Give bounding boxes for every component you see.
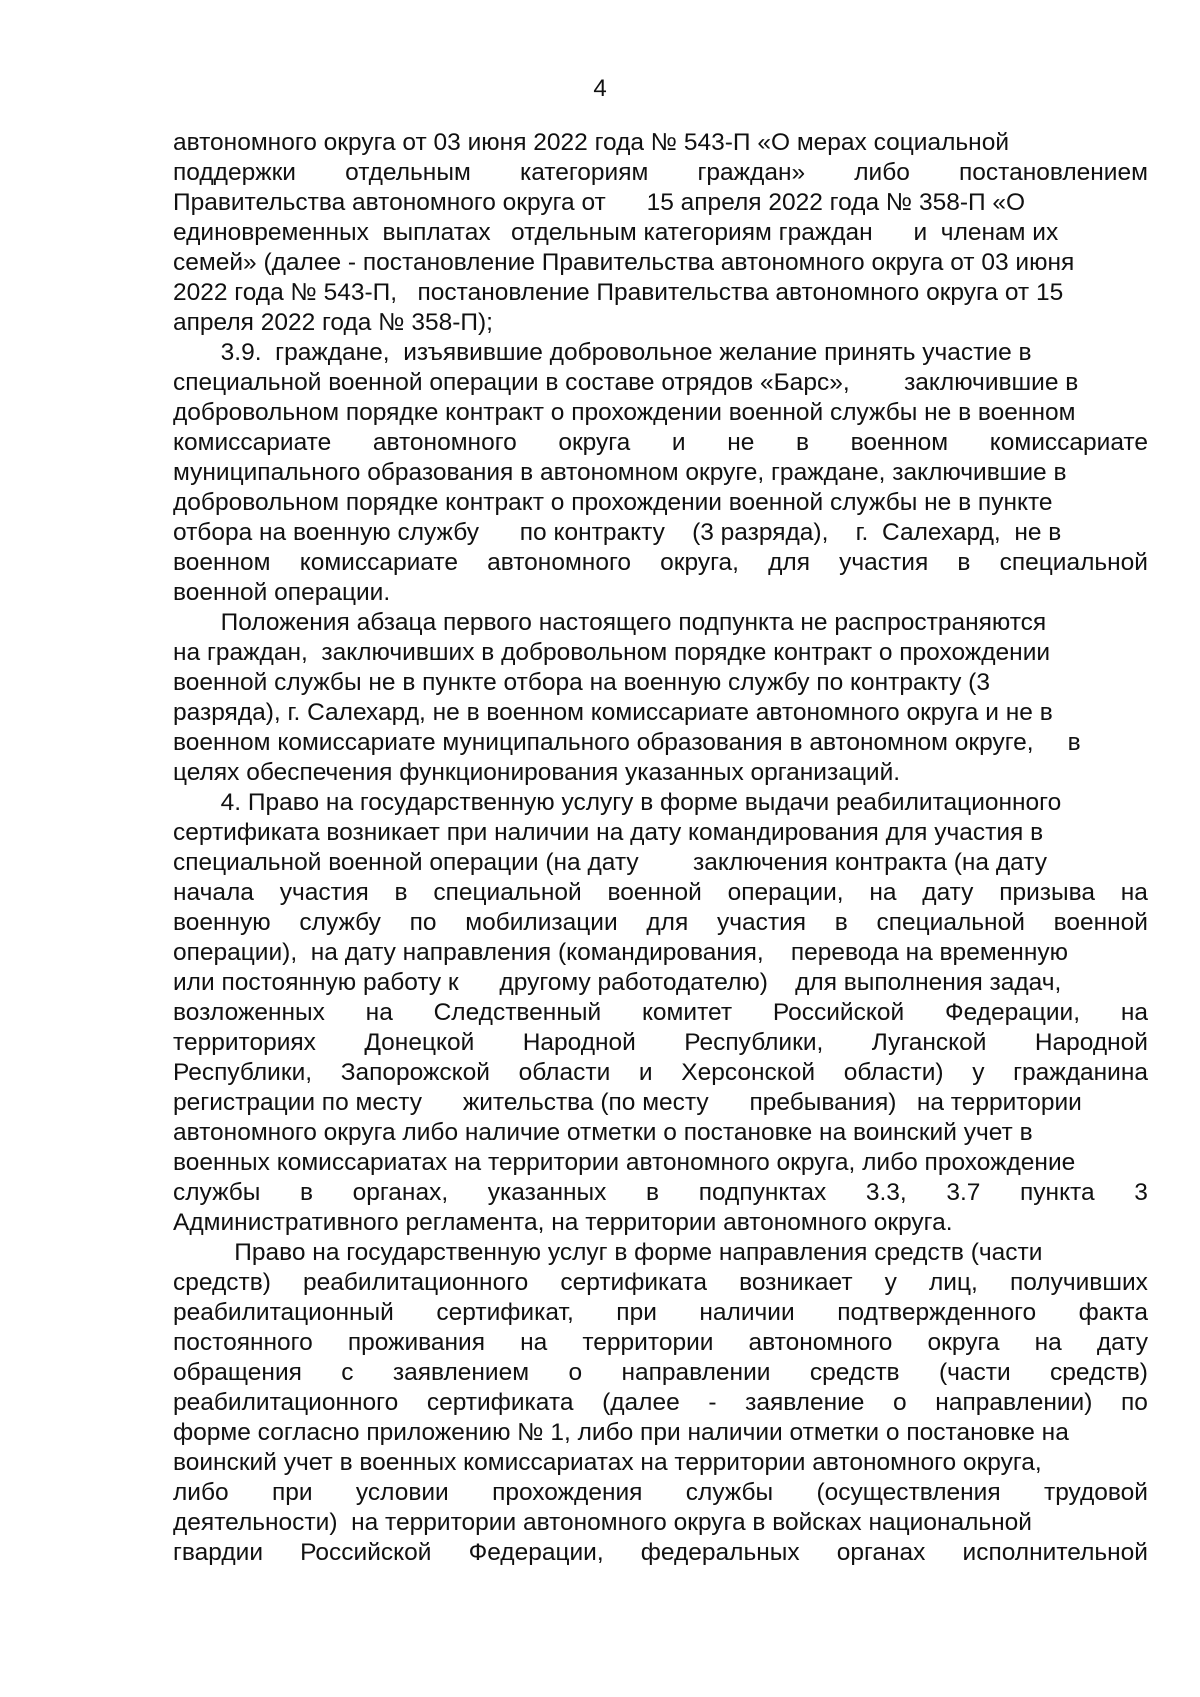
word: участия <box>716 909 807 936</box>
word: 3.3, <box>865 1179 907 1206</box>
word: возложенных <box>173 999 325 1026</box>
text-line <box>173 548 1148 578</box>
word: по <box>409 909 437 936</box>
word: исполнительной <box>962 1539 1148 1566</box>
word: военной <box>607 879 702 906</box>
word: военной <box>1053 909 1148 936</box>
word: операции, <box>727 879 844 906</box>
word: на <box>1120 999 1148 1026</box>
word: службы <box>173 1179 261 1206</box>
word: комиссариате <box>173 429 332 456</box>
text-line <box>173 1178 1148 1208</box>
word: 3.7 <box>946 1179 981 1206</box>
word: Луганской <box>871 1029 987 1056</box>
word: на <box>1120 879 1148 906</box>
word: федеральных <box>640 1539 800 1566</box>
word: комитет <box>641 999 733 1026</box>
word: органах <box>836 1539 926 1566</box>
word: пункта <box>1020 1179 1095 1206</box>
word: средств <box>809 1359 900 1386</box>
word: категориям <box>519 159 649 186</box>
word: о <box>893 1389 907 1416</box>
word: в <box>957 549 971 576</box>
word: Республики, <box>173 1059 313 1086</box>
word: сертификата <box>426 1389 574 1416</box>
word: указанных <box>487 1179 607 1206</box>
word: и <box>638 1059 653 1086</box>
word: Херсонской <box>681 1059 816 1086</box>
word: Республики, <box>684 1029 824 1056</box>
word: проживания <box>347 1329 485 1356</box>
word: (осуществления <box>816 1479 1001 1506</box>
word: участия <box>839 549 929 576</box>
word: военном <box>850 429 949 456</box>
word: для <box>768 549 810 576</box>
word: средств) <box>1050 1359 1148 1386</box>
word: в <box>646 1179 660 1206</box>
word: при <box>271 1479 313 1506</box>
word: специальной <box>433 879 582 906</box>
word: на <box>1034 1329 1062 1356</box>
text-line: Положения абзаца первого настоящего подпункта не распространяются <box>173 609 1047 636</box>
text-line: регистрации по месту жительства (по месту пребывания) на территории <box>173 1089 1082 1116</box>
word: реабилитационного <box>303 1269 529 1296</box>
text-line: отбора на военную службу по контракту (3 разряда), г. Салехард, не в <box>173 519 1062 546</box>
text-line: разряда), г. Салехард, не в военном комиссариате автономного округа и не в <box>173 699 1053 726</box>
word: на <box>365 999 393 1026</box>
text-line: апреля 2022 года № 358-П); <box>173 309 493 336</box>
text-line <box>173 1268 1148 1298</box>
word: мобилизации <box>465 909 618 936</box>
word: - <box>708 1389 717 1416</box>
text-line: автономного округа либо наличие отметки о постановке на воинский учет в <box>173 1119 1033 1146</box>
word: и <box>671 429 686 456</box>
word: Народной <box>522 1029 636 1056</box>
word: службы <box>685 1479 774 1506</box>
word: (части <box>938 1359 1011 1386</box>
word: заявление <box>745 1389 865 1416</box>
word: области <box>518 1059 611 1086</box>
text-line <box>173 158 1148 188</box>
word: факта <box>1078 1299 1148 1326</box>
word: Российской <box>772 999 905 1026</box>
text-line <box>173 908 1148 938</box>
word: военном <box>173 549 271 576</box>
text-line: военном комиссариате муниципального образования в автономном округе, в <box>173 729 1081 756</box>
text-line <box>173 1388 1148 1418</box>
text-line <box>173 1058 1148 1088</box>
text-line: добровольном порядке контракт о прохождении военной службы не в пункте <box>173 489 1053 516</box>
word: дату <box>1096 1329 1148 1356</box>
word: по <box>1121 1389 1148 1416</box>
text-line: военной службы не в пункте отбора на военную службу по контракту (3 <box>173 669 990 696</box>
text-line: сертификата возникает при наличии на дату командирования для участия в <box>173 819 1044 846</box>
text-line: 2022 года № 543-П, постановление Правительства автономного округа от 15 <box>173 279 1064 306</box>
word: участия <box>279 879 369 906</box>
text-line: муниципального образования в автономном округе, граждане, заключившие в <box>173 459 1067 486</box>
word: реабилитационный <box>173 1299 394 1326</box>
word: либо <box>173 1479 229 1506</box>
word: автономного <box>748 1329 893 1356</box>
word: дату <box>922 879 974 906</box>
word: постоянного <box>173 1329 313 1356</box>
word: Донецкой <box>364 1029 475 1056</box>
word: гражданина <box>1013 1059 1148 1086</box>
word: возникает <box>739 1269 853 1296</box>
word: на <box>520 1329 548 1356</box>
text-line <box>173 1358 1148 1388</box>
word: сертификат, <box>436 1299 574 1326</box>
word: в <box>795 429 809 456</box>
word: Российской <box>300 1539 432 1566</box>
text-line <box>173 878 1148 908</box>
word: поддержки <box>173 159 296 186</box>
word: комиссариате <box>989 429 1148 456</box>
word: военную <box>173 909 271 936</box>
text-line: специальной военной операции в составе отрядов «Барс», заключившие в <box>173 369 1079 396</box>
word: направлении) <box>935 1389 1093 1416</box>
text-line <box>173 1298 1148 1328</box>
word: о <box>568 1359 583 1386</box>
word: округа <box>558 429 631 456</box>
word: органах, <box>352 1179 449 1206</box>
word: Следственный <box>433 999 602 1026</box>
word: специальной <box>999 549 1148 576</box>
word: комиссариате <box>299 549 458 576</box>
word: автономного <box>487 549 631 576</box>
word: сертификата <box>560 1269 707 1296</box>
text-line <box>173 1538 1148 1568</box>
text-line <box>173 428 1148 458</box>
word: с <box>341 1359 354 1386</box>
word: области) <box>843 1059 944 1086</box>
word: автономного <box>372 429 517 456</box>
word: не <box>727 429 755 456</box>
word: подпунктах <box>698 1179 827 1206</box>
word: трудовой <box>1043 1479 1148 1506</box>
word: постановлением <box>959 159 1148 186</box>
text-line <box>173 1028 1148 1058</box>
text-line: военных комиссариатах на территории автономного округа, либо прохождение <box>173 1149 1076 1176</box>
word: Федерации, <box>944 999 1081 1026</box>
word: получивших <box>1009 1269 1148 1296</box>
text-line: целях обеспечения функционирования указанных организаций. <box>173 759 901 786</box>
text-line: военной операции. <box>173 579 391 606</box>
word: территории <box>582 1329 714 1356</box>
text-line: Административного регламента, на территории автономного округа. <box>173 1209 953 1236</box>
text-line <box>173 1478 1148 1508</box>
word: специальной <box>876 909 1025 936</box>
word: либо <box>854 159 910 186</box>
text-line: воинский учет в военных комиссариатах на территории автономного округа, <box>173 1449 1042 1476</box>
text-line: операции), на дату направления (командирования, перевода на временную <box>173 939 1068 966</box>
text-line: или постоянную работу к другому работодателю) для выполнения задач, <box>173 969 1062 996</box>
text-line: форме согласно приложению № 1, либо при наличии отметки о постановке на <box>173 1419 1069 1446</box>
text-line <box>173 1328 1148 1358</box>
word: службу <box>299 909 381 936</box>
word: Запорожской <box>340 1059 490 1086</box>
word: начала <box>173 879 254 906</box>
text-line <box>173 998 1148 1028</box>
word: обращения <box>173 1359 302 1386</box>
word: в <box>300 1179 314 1206</box>
document-body <box>173 128 1148 1568</box>
text-line: деятельности) на территории автономного округа в войсках национальной <box>173 1509 1032 1536</box>
word: гвардии <box>173 1539 264 1566</box>
word: наличии <box>699 1299 795 1326</box>
text-line: 4. Право на государственную услугу в форме выдачи реабилитационного <box>173 789 1062 816</box>
text-line: на граждан, заключивших в добровольном порядке контракт о прохождении <box>173 639 1051 666</box>
word: у <box>972 1059 985 1086</box>
word: на <box>869 879 897 906</box>
text-line: 3.9. граждане, изъявившие добровольное желание принять участие в <box>173 339 1032 366</box>
word: граждан» <box>697 159 806 186</box>
word: заявлением <box>392 1359 530 1386</box>
page-number: 4 <box>593 75 607 102</box>
word: Федерации, <box>468 1539 604 1566</box>
text-line: Правительства автономного округа от 15 апреля 2022 года № 358-П «О <box>173 189 1026 216</box>
word: направлении <box>621 1359 771 1386</box>
word: Народной <box>1034 1029 1148 1056</box>
text-line: Право на государственную услуг в форме направления средств (части <box>173 1239 1043 1266</box>
text-line: единовременных выплатах отдельным категориям граждан и членам их <box>173 219 1059 246</box>
text-line: специальной военной операции (на дату заключения контракта (на дату <box>173 849 1047 876</box>
word: для <box>646 909 689 936</box>
text-line: семей» (далее - постановление Правительства автономного округа от 03 июня <box>173 249 1075 276</box>
word: в <box>834 909 848 936</box>
word: округа, <box>660 549 739 576</box>
word: (далее <box>602 1389 680 1416</box>
text-line: добровольном порядке контракт о прохождении военной службы не в военном <box>173 399 1076 426</box>
word: подтвержденного <box>837 1299 1037 1326</box>
word: у <box>884 1269 897 1296</box>
word: 3 <box>1134 1179 1148 1206</box>
text-line: автономного округа от 03 июня 2022 года № 543-П «О мерах социальной <box>173 129 1010 156</box>
word: в <box>394 879 408 906</box>
word: территориях <box>173 1029 316 1056</box>
word: лиц, <box>929 1269 978 1296</box>
word: условии <box>355 1479 449 1506</box>
word: реабилитационного <box>173 1389 399 1416</box>
word: округа <box>927 1329 1000 1356</box>
word: прохождения <box>492 1479 643 1506</box>
word: при <box>616 1299 657 1326</box>
word: отдельным <box>345 159 471 186</box>
word: средств) <box>173 1269 271 1296</box>
word: призыва <box>999 879 1095 906</box>
